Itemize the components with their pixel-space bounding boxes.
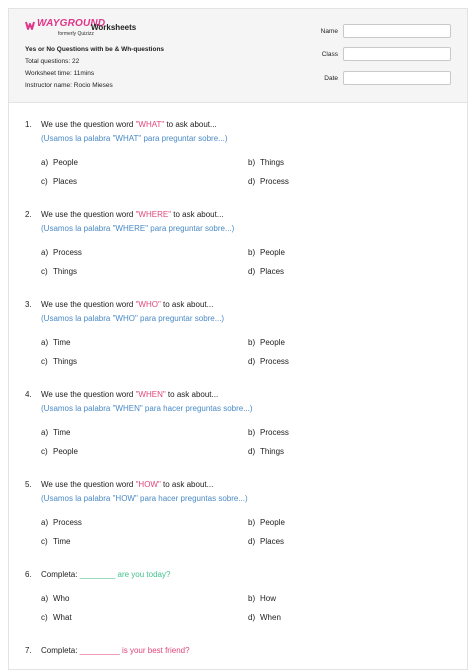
option-text: Process xyxy=(53,248,82,257)
option-text: Time xyxy=(53,428,71,437)
logo-mark-icon xyxy=(25,19,37,31)
name-label: Name xyxy=(320,28,338,35)
option-text: Things xyxy=(260,447,285,456)
worksheet-time: Worksheet time: 11mins xyxy=(25,70,95,77)
total-questions: Total questions: 22 xyxy=(25,58,80,65)
question-text xyxy=(41,646,190,655)
brand-title: Worksheets xyxy=(91,23,137,32)
question-prefix: We use the question word xyxy=(41,300,136,309)
option-a[interactable] xyxy=(41,248,82,257)
name-field[interactable] xyxy=(343,24,451,38)
question-text xyxy=(41,120,217,129)
option-text: Things xyxy=(260,158,285,167)
option-letter: a) xyxy=(41,594,49,603)
option-letter: c) xyxy=(41,447,48,456)
option-text: Places xyxy=(260,537,285,546)
class-label: Class xyxy=(321,51,338,58)
question-suffix: to ask about... xyxy=(165,390,219,399)
option-a[interactable] xyxy=(41,158,78,167)
option-c[interactable] xyxy=(41,447,78,456)
option-a[interactable] xyxy=(41,428,70,437)
option-b[interactable] xyxy=(248,158,284,167)
option-letter: d) xyxy=(248,447,256,456)
option-letter: d) xyxy=(248,357,256,366)
option-text: Places xyxy=(260,267,285,276)
option-text: Things xyxy=(53,267,78,276)
question-blank: _________ is your best friend? xyxy=(79,646,190,655)
option-letter: b) xyxy=(248,248,256,257)
option-a[interactable] xyxy=(41,518,82,527)
option-text: Process xyxy=(260,428,289,437)
question-translation: (Usamos la palabra "WHERE" para preguntar sobre...) xyxy=(41,224,235,233)
option-letter: a) xyxy=(41,518,49,527)
option-letter: b) xyxy=(248,518,256,527)
logo-subtitle: formerly Quizizz xyxy=(58,31,94,37)
option-text: What xyxy=(53,613,72,622)
question-prefix: We use the question word xyxy=(41,210,136,219)
date-field[interactable] xyxy=(343,71,451,85)
option-b[interactable] xyxy=(248,594,276,603)
option-a[interactable] xyxy=(41,594,69,603)
worksheet-header xyxy=(9,9,467,103)
question-number: 1. xyxy=(25,120,32,129)
option-c[interactable] xyxy=(41,177,77,186)
question-number: 5. xyxy=(25,480,32,489)
question-suffix: to ask about... xyxy=(160,300,214,309)
option-letter: b) xyxy=(248,428,256,437)
option-d[interactable] xyxy=(248,267,284,276)
worksheet-title: Yes or No Questions with be & Wh-questions xyxy=(25,46,165,53)
option-letter: a) xyxy=(41,428,49,437)
question-text xyxy=(41,210,224,219)
option-letter: b) xyxy=(248,594,256,603)
option-d[interactable] xyxy=(248,447,284,456)
question-prefix: We use the question word xyxy=(41,390,136,399)
option-c[interactable] xyxy=(41,357,77,366)
option-text: Process xyxy=(53,518,82,527)
question-keyword: "WHAT" xyxy=(135,120,165,129)
option-letter: d) xyxy=(248,537,256,546)
option-letter: d) xyxy=(248,613,256,622)
instructor-name: Instructor name: Rocio Mieses xyxy=(25,82,113,89)
question-number: 3. xyxy=(25,300,32,309)
option-text: People xyxy=(53,447,78,456)
option-letter: d) xyxy=(248,177,256,186)
date-label: Date xyxy=(324,75,338,82)
option-letter: a) xyxy=(41,248,49,257)
option-d[interactable] xyxy=(248,357,289,366)
option-letter: c) xyxy=(41,537,48,546)
question-keyword: "WHERE" xyxy=(135,210,172,219)
option-d[interactable] xyxy=(248,537,284,546)
option-text: Who xyxy=(53,594,70,603)
option-letter: b) xyxy=(248,338,256,347)
option-b[interactable] xyxy=(248,248,285,257)
question-keyword: "WHO" xyxy=(135,300,161,309)
question-suffix: to ask about... xyxy=(171,210,224,219)
question-blank: ________ are you today? xyxy=(79,570,171,579)
option-letter: a) xyxy=(41,338,49,347)
option-letter: c) xyxy=(41,177,48,186)
question-translation: (Usamos la palabra "WHAT" para preguntar sobre...) xyxy=(41,134,228,143)
option-text: Time xyxy=(53,537,71,546)
question-number: 6. xyxy=(25,570,32,579)
option-letter: d) xyxy=(248,267,256,276)
option-d[interactable] xyxy=(248,613,281,622)
class-field[interactable] xyxy=(343,47,451,61)
option-text: People xyxy=(260,338,285,347)
option-text: How xyxy=(260,594,277,603)
question-number: 2. xyxy=(25,210,32,219)
option-b[interactable] xyxy=(248,428,289,437)
question-text xyxy=(41,300,213,309)
question-text xyxy=(41,390,218,399)
option-letter: c) xyxy=(41,613,48,622)
option-text: When xyxy=(260,613,281,622)
question-prefix: We use the question word xyxy=(41,480,136,489)
option-text: Process xyxy=(260,357,289,366)
question-prefix: Completa: xyxy=(41,646,80,655)
question-text xyxy=(41,480,213,489)
option-text: Process xyxy=(260,177,289,186)
option-c[interactable] xyxy=(41,613,72,622)
option-d[interactable] xyxy=(248,177,289,186)
option-text: People xyxy=(260,518,285,527)
brand-logo xyxy=(25,18,106,41)
question-prefix: We use the question word xyxy=(41,120,136,129)
option-c[interactable] xyxy=(41,267,77,276)
question-translation: (Usamos la palabra "HOW" para hacer preguntas sobre...) xyxy=(41,494,248,503)
question-number: 4. xyxy=(25,390,32,399)
option-text: People xyxy=(53,158,78,167)
option-c[interactable] xyxy=(41,537,70,546)
question-keyword: "WHEN" xyxy=(135,390,166,399)
option-text: Time xyxy=(53,338,71,347)
question-number: 7. xyxy=(25,646,32,655)
question-text xyxy=(41,570,170,579)
option-letter: c) xyxy=(41,357,48,366)
question-prefix: Completa: xyxy=(41,570,80,579)
option-letter: c) xyxy=(41,267,48,276)
option-b[interactable] xyxy=(248,518,285,527)
option-a[interactable] xyxy=(41,338,70,347)
option-letter: a) xyxy=(41,158,49,167)
question-translation: (Usamos la palabra "WHO" para preguntar sobre...) xyxy=(41,314,225,323)
option-text: Things xyxy=(53,357,78,366)
option-letter: b) xyxy=(248,158,256,167)
question-suffix: to ask about... xyxy=(164,120,217,129)
option-b[interactable] xyxy=(248,338,285,347)
question-keyword: "HOW" xyxy=(135,480,161,489)
option-text: People xyxy=(260,248,285,257)
worksheet-page xyxy=(8,8,468,670)
question-suffix: to ask about... xyxy=(160,480,214,489)
option-text: Places xyxy=(53,177,78,186)
logo-text: WAYGROUND xyxy=(37,18,106,29)
question-translation: (Usamos la palabra "WHEN" para hacer preguntas sobre...) xyxy=(41,404,253,413)
